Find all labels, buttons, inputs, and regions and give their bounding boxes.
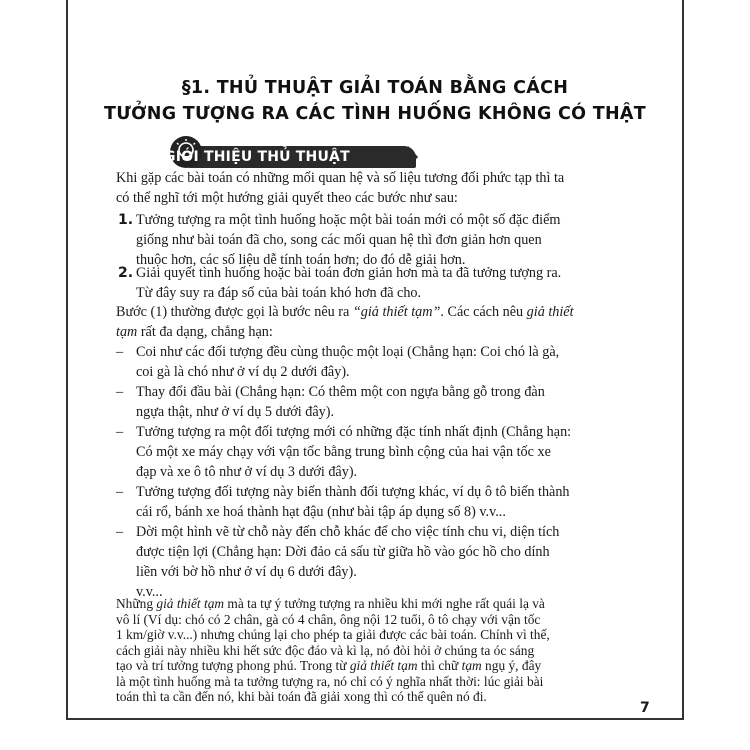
step-note-emphasis: giả thiết (526, 304, 574, 320)
bullet-5-line-2: được tiện lợi (Chẳng hạn: Dời đảo cả sấu từ giữa hồ vào góc hồ cho dính (136, 544, 550, 560)
closing-line-7 (116, 689, 487, 704)
step-note-line-1 (116, 302, 574, 322)
bullet-dash: – (116, 384, 124, 400)
closing-line-5 (116, 658, 541, 673)
closing-text: là một tình huống mà ta tưởng tượng ra, nó chỉ có ý nghĩa nhất thời: lúc giải bài (116, 673, 544, 689)
bullet-5-line-3: liền với bờ hồ như ở ví dụ 6 dưới đây). (136, 564, 357, 580)
step-1-line-1: Tưởng tượng ra một tình huống hoặc một bài toán mới có một số đặc điểm (136, 212, 561, 228)
section-label: GIỚI THIỆU THỦ THUẬT (164, 149, 350, 165)
closing-line-1 (116, 596, 545, 611)
bullet-2-line-1: Thay đổi đầu bài (Chẳng hạn: Có thêm một con ngựa bằng gỗ trong đàn (136, 384, 545, 400)
bullet-4-line-2: cái rổ, bánh xe hoá thành hạt đậu (như bài tập áp dụng số 8) v.v... (136, 504, 506, 520)
bullet-5-line-1: Dời một hình vẽ từ chỗ này đến chỗ khác để cho việc tính chu vi, diện tích (136, 524, 560, 540)
bullet-dash: – (116, 344, 124, 360)
closing-line-4: cách giải này nhiều khi hết sức độc đáo và kì lạ, nó đòi hỏi ở chúng ta óc sáng (116, 642, 535, 658)
etc-text: v.v... (136, 584, 163, 600)
closing-text: Những (116, 596, 157, 611)
book-page (66, 0, 684, 720)
bullet-dash: – (116, 524, 124, 540)
bullet-1-line-1: Coi như các đối tượng đều cùng thuộc một loại (Chẳng hạn: Coi chó là gà, (136, 344, 560, 360)
step-note-line-2 (116, 322, 273, 342)
step-1-line-2: giống như bài toán đã cho, song các mối quan hệ thì đơn giản hơn quen (136, 232, 542, 248)
bullet-2-line-2: ngựa thật, như ở ví dụ 5 dưới đây). (136, 404, 335, 420)
chapter-title-line1: §1. THỦ THUẬT GIẢI TOÁN BẰNG CÁCH (181, 78, 569, 98)
step-note-text: rất đa dạng, chẳng hạn: (137, 324, 273, 340)
step-note-emphasis: “giả thiết tạm” (352, 304, 441, 320)
closing-text: thì chữ (417, 658, 462, 673)
bullet-3-line-3: đạp và xe ô tô như ở ví dụ 3 dưới đây). (136, 464, 358, 480)
bullet-3-line-1: Tưởng tượng ra một đối tượng mới có những đặc tính nhất định (Chẳng hạn: (136, 424, 572, 440)
closing-emphasis: tạm (461, 658, 482, 673)
bullet-1-line-2: coi gà là chó như ở ví dụ 2 dưới đây). (136, 364, 350, 380)
step-note-text: . Các cách nêu (440, 304, 527, 320)
step-number-1: 1. (118, 212, 134, 228)
closing-text: mà ta tự ý tưởng tượng ra nhiều khi mới nghe rất quái lạ và (224, 596, 545, 611)
intro-line-1: Khi gặp các bài toán có những mối quan hệ và số liệu tương đối phức tạp thì ta (116, 170, 565, 186)
bullet-3-line-2: Có một xe máy chạy với vận tốc bằng trung bình cộng của hai vận tốc xe (136, 444, 551, 460)
closing-text: ngụ ý, đây (481, 658, 542, 673)
closing-line-6 (116, 674, 543, 689)
closing-emphasis: giả thiết tạm (349, 658, 418, 673)
bullet-dash: – (116, 484, 124, 500)
step-1-line-3: thuộc hơn, các số liệu dễ tính toán hơn; do đó dễ giải hơn. (136, 252, 466, 268)
intro-line-2: có thể nghĩ tới một hướng giải quyết theo các bước như sau: (116, 190, 458, 206)
bullet-4-line-1: Tưởng tượng đối tượng này biến thành đối tượng khác, ví dụ ô tô biến thành (136, 484, 570, 500)
closing-emphasis: giả thiết tạm (156, 596, 225, 611)
section-banner-fold (408, 146, 418, 168)
closing-line-3: 1 km/giờ v.v...) nhưng chúng lại cho phép ta giải được các bài toán. Chính vì thế, (116, 627, 550, 642)
closing-line-2: vô lí (Ví dụ: chó có 2 chân, gà có 4 chân, ông nội 12 tuổi, ô tô chạy với vận tốc (116, 611, 541, 627)
step-2-line-1: Giải quyết tình huống hoặc bài toán đơn giản hơn mà ta đã tưởng tượng ra. (136, 265, 562, 281)
step-note-text: Bước (1) thường được gọi là bước nêu ra (116, 304, 353, 320)
step-note-emphasis: tạm (116, 324, 138, 340)
step-2-line-2: Từ đây suy ra đáp số của bài toán khó hơn đã cho. (136, 285, 422, 301)
page-number: 7 (640, 700, 650, 716)
step-number-2: 2. (118, 265, 134, 281)
closing-text: tạo và trí tưởng tượng phong phú. Trong từ (116, 658, 350, 673)
closing-text: toán thì ta cần đến nó, khi bài toán đã giải xong thì có thể quên nó đi. (116, 689, 487, 704)
bullet-dash: – (116, 424, 124, 440)
chapter-title-line2: TƯỞNG TƯỢNG RA CÁC TÌNH HUỐNG KHÔNG CÓ THẬT (104, 104, 646, 124)
